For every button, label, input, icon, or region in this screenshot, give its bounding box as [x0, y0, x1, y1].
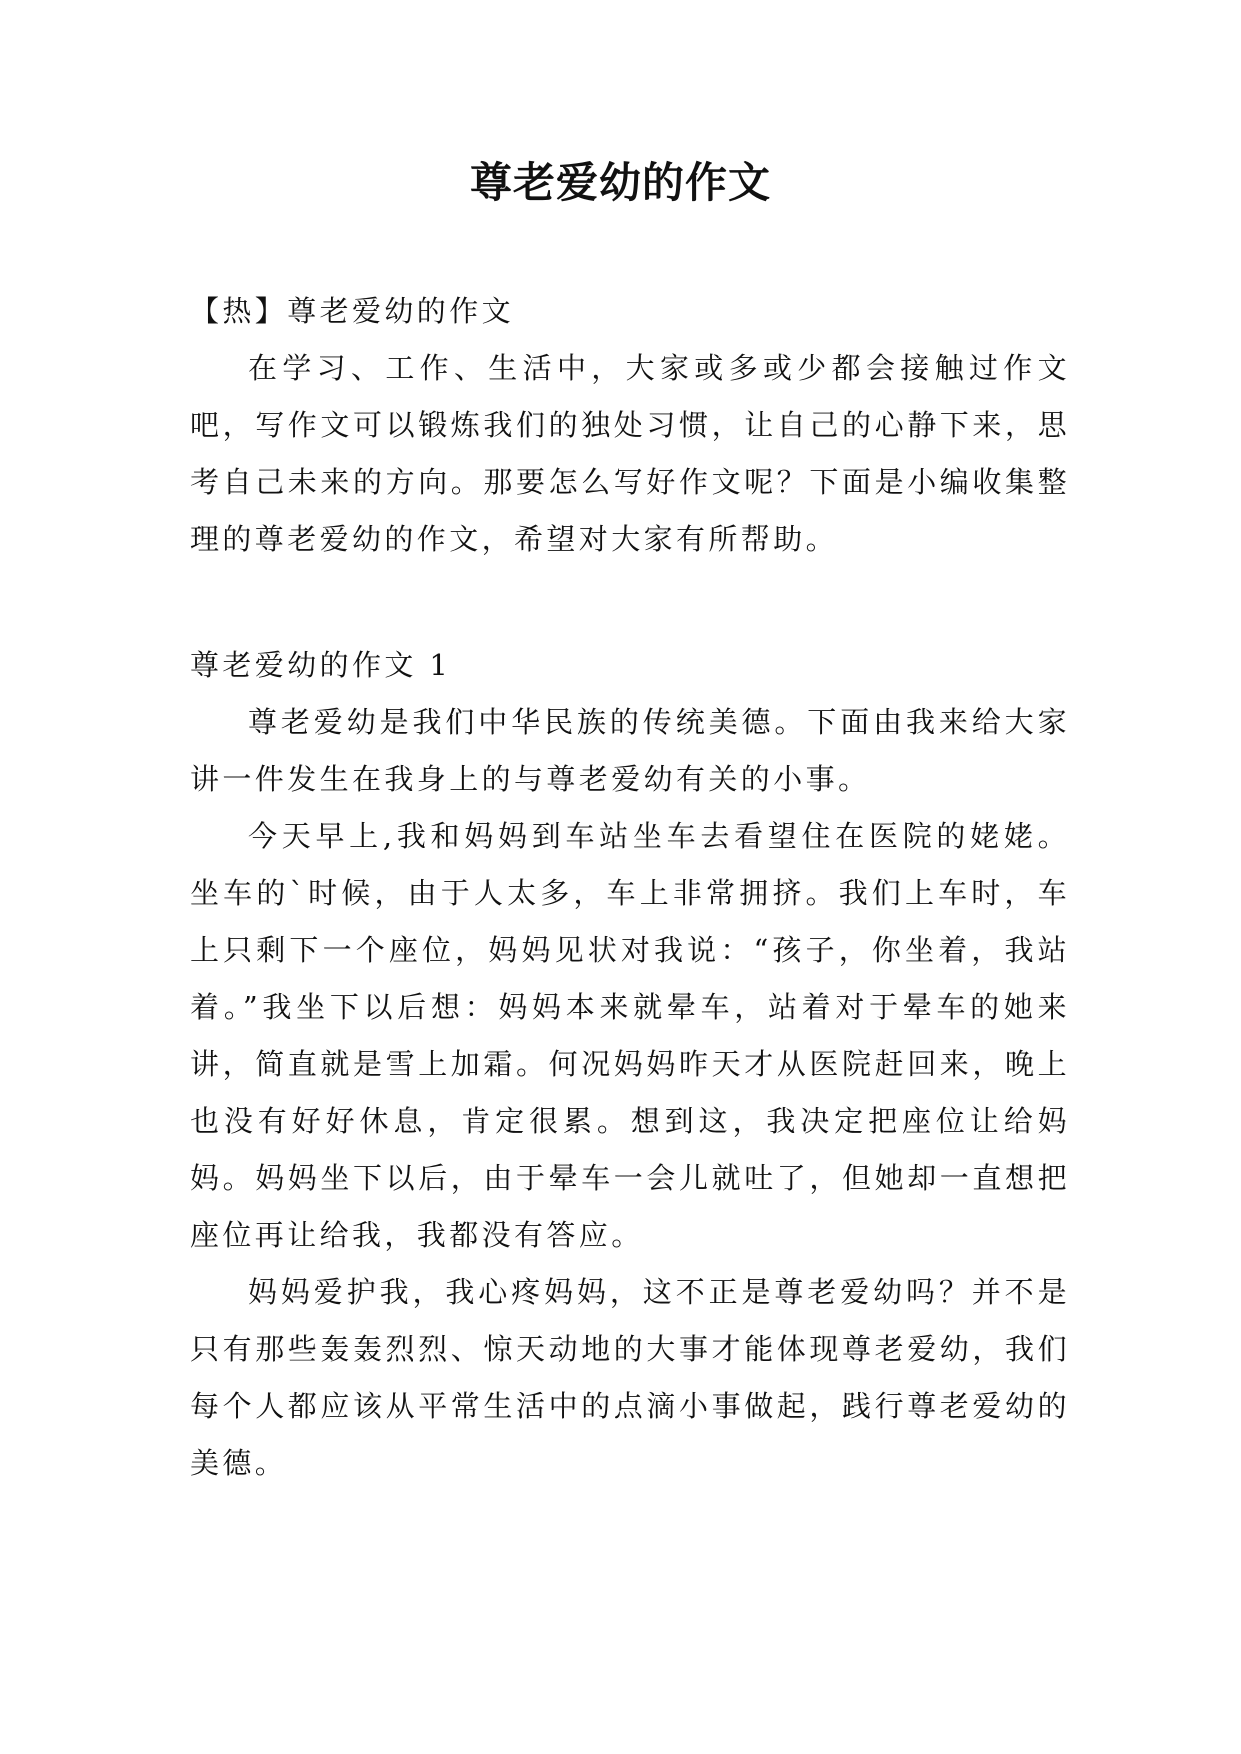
intro-heading: 【热】尊老爱幼的作文 — [190, 294, 515, 328]
intro-section — [190, 283, 1070, 568]
essay-paragraph-3: 妈妈爱护我，我心疼妈妈，这不正是尊老爱幼吗？并不是只有那些轰轰烈烈、惊天动地的大事才能体现尊老爱幼，我们每个人都应该从平常生活中的点滴小事做起，践行尊老爱幼的美德。 — [190, 1275, 1070, 1480]
intro-paragraph: 在学习、工作、生活中，大家或多或少都会接触过作文吧，写作文可以锻炼我们的独处习惯，让自己的心静下来，思考自己未来的方向。那要怎么写好作文呢？下面是小编收集整理的尊老爱幼的作文，希望对大家有所帮助。 — [190, 351, 1070, 556]
essay-heading: 尊老爱幼的作文 1 — [190, 648, 452, 682]
essay-paragraph-2: 今天早上,我和妈妈到车站坐车去看望住在医院的姥姥。坐车的`时候，由于人太多，车上非常拥挤。我们上车时，车上只剩下一个座位，妈妈见状对我说：“孩子，你坐着，我站着。”我坐下以后想：妈妈本来就晕车，站着对于晕车的她来讲，简直就是雪上加霜。何况妈妈昨天才从医院赶回来，晚上也没有好好休息，肯定很累。想到这，我决定把座位让给妈妈。妈妈坐下以后，由于晕车一会儿就吐了，但她却一直想把座位再让给我，我都没有答应。 — [190, 819, 1070, 1252]
essay-paragraph-1: 尊老爱幼是我们中华民族的传统美德。下面由我来给大家讲一件发生在我身上的与尊老爱幼有关的小事。 — [190, 705, 1070, 796]
essay-section — [190, 637, 1070, 1492]
document-title: 尊老爱幼的作文 — [469, 158, 771, 207]
